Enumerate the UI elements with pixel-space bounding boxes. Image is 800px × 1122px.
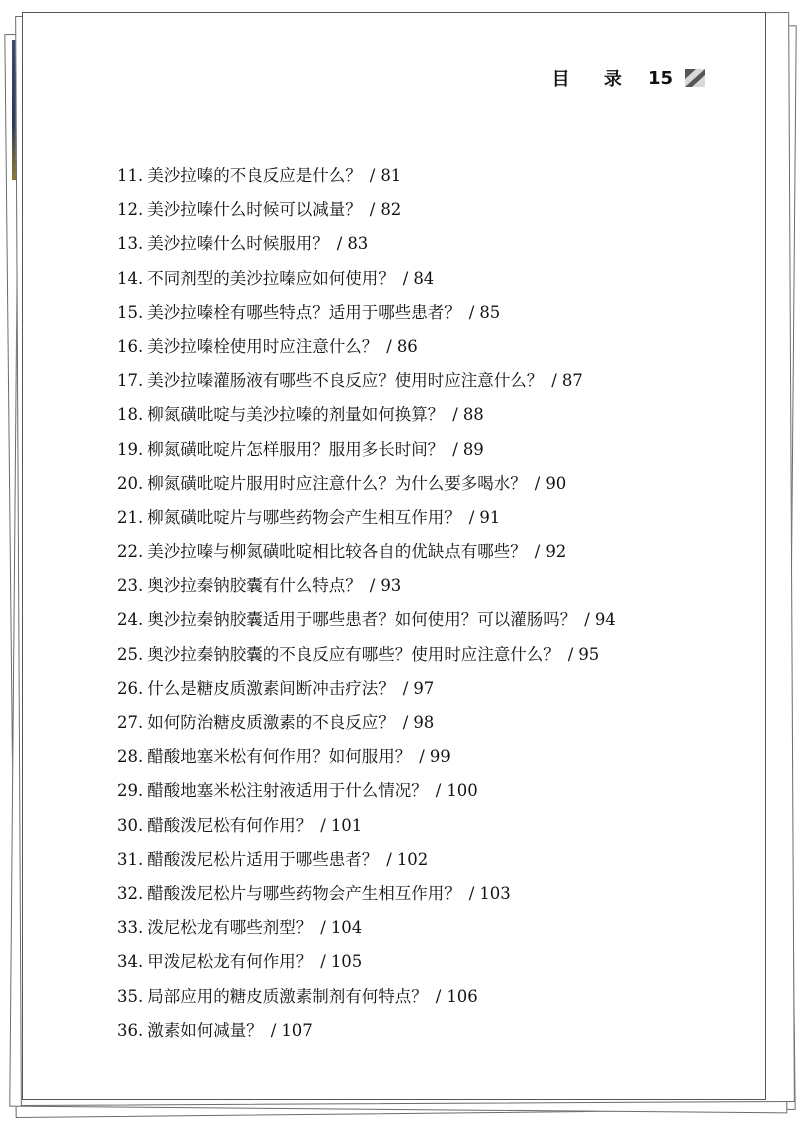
toc-entry-title: 美沙拉嗪什么时候服用？	[147, 234, 329, 254]
toc-entry-title: 美沙拉嗪与柳氮磺吡啶相比较各自的优缺点有哪些？	[147, 542, 527, 562]
toc-entry-number: 33.	[117, 918, 144, 938]
toc-entry-title: 醋酸地塞米松注射液适用于什么情况？	[147, 781, 428, 801]
toc-separator: /	[369, 166, 376, 185]
toc-entry-page: 92	[545, 542, 567, 562]
toc-separator: /	[320, 918, 326, 938]
toc-entry-number: 16.	[117, 336, 144, 356]
toc-entry-title: 柳氮磺吡啶片怎样服用？服用多长时间？	[147, 439, 445, 459]
toc-entry-number: 22.	[117, 542, 144, 562]
toc-entry-title: 醋酸泼尼松有何作用？	[147, 815, 313, 835]
toc-separator: /	[419, 747, 425, 767]
toc-entry[interactable]	[117, 368, 737, 402]
toc-entry-page: 105	[330, 952, 363, 972]
toc-entry[interactable]	[117, 607, 737, 641]
toc-entry-title: 醋酸地塞米松有何作用？如何服用？	[147, 747, 412, 767]
toc-entry-number: 28.	[117, 747, 144, 767]
toc-entry-number: 15.	[117, 302, 144, 322]
toc-entry-title: 局部应用的糖皮质激素制剂有何特点？	[147, 986, 428, 1006]
toc-entry[interactable]	[117, 778, 737, 812]
toc-separator: /	[386, 336, 392, 356]
toc-entry-page: 99	[429, 747, 451, 767]
toc-separator: /	[534, 542, 541, 562]
toc-entry-number: 30.	[117, 815, 144, 835]
toc-entry-page: 100	[446, 781, 478, 801]
toc-entry-page: 82	[380, 200, 402, 220]
toc-entry-page: 107	[281, 1020, 313, 1040]
toc-entry[interactable]	[117, 847, 737, 881]
toc-entry-page: 83	[347, 234, 369, 254]
toc-entry-title: 醋酸泼尼松片适用于哪些患者？	[147, 849, 379, 869]
toc-entry-number: 32.	[117, 883, 144, 903]
toc-entry[interactable]	[117, 984, 737, 1018]
toc-separator: /	[336, 234, 343, 254]
toc-entry[interactable]	[117, 1018, 737, 1052]
toc-entry[interactable]	[117, 915, 737, 949]
toc-entry-page: 97	[413, 678, 435, 698]
toc-entry[interactable]	[117, 163, 737, 197]
toc-separator: /	[435, 986, 442, 1006]
toc-entry-number: 12.	[117, 200, 144, 220]
toc-separator: /	[468, 883, 475, 903]
toc-separator: /	[468, 302, 475, 322]
toc-entry-number: 11.	[117, 166, 144, 185]
toc-entry-title: 奥沙拉秦钠胶囊有什么特点？	[147, 576, 362, 596]
toc-separator: /	[402, 713, 409, 732]
toc-entry-number: 19.	[117, 439, 144, 459]
toc-separator: /	[369, 576, 376, 596]
toc-entry-title: 奥沙拉秦钠胶囊适用于哪些患者？如何使用？可以灌肠吗？	[147, 610, 577, 630]
toc-separator: /	[386, 849, 392, 869]
toc-entry-page: 87	[561, 371, 583, 391]
page-header-title: 目 录	[551, 69, 636, 90]
toc-entry-number: 13.	[117, 234, 144, 254]
toc-entry-page: 106	[446, 986, 478, 1006]
toc-separator: /	[468, 507, 475, 527]
toc-entry-page: 89	[462, 439, 484, 459]
toc-separator: /	[402, 678, 409, 698]
toc-separator: /	[452, 405, 458, 425]
toc-entry-number: 36.	[117, 1020, 144, 1040]
toc-entry-number: 25.	[117, 644, 144, 664]
toc-entry-page: 91	[479, 507, 501, 527]
toc-separator: /	[534, 473, 541, 493]
toc-separator: /	[270, 1020, 277, 1040]
toc-separator: /	[452, 439, 458, 459]
toc-separator: /	[369, 200, 376, 220]
toc-entry[interactable]	[117, 437, 737, 471]
toc-separator: /	[402, 268, 409, 288]
toc-entry-number: 29.	[117, 781, 144, 801]
toc-separator: /	[320, 815, 326, 835]
toc-entry[interactable]	[117, 402, 737, 436]
toc-entry[interactable]	[117, 573, 737, 607]
toc-entry[interactable]	[117, 471, 737, 505]
toc-entry-title: 美沙拉嗪栓有哪些特点？适用于哪些患者？	[147, 302, 461, 322]
document-page	[22, 12, 766, 1100]
toc-entry-title: 奥沙拉秦钠胶囊的不良反应有哪些？使用时应注意什么？	[147, 644, 560, 664]
toc-entry-number: 24.	[117, 610, 144, 630]
toc-entry-title: 柳氮磺吡啶与美沙拉嗪的剂量如何换算？	[147, 405, 445, 425]
table-of-contents	[117, 163, 737, 1052]
toc-entry[interactable]	[117, 539, 737, 573]
toc-entry-page: 95	[578, 644, 600, 664]
toc-entry-title: 醋酸泼尼松片与哪些药物会产生相互作用？	[147, 883, 461, 903]
toc-entry-page: 90	[545, 473, 567, 493]
toc-separator: /	[435, 781, 442, 801]
toc-entry-title: 美沙拉嗪栓使用时应注意什么？	[147, 336, 379, 356]
toc-entry-title: 柳氮磺吡啶片与哪些药物会产生相互作用？	[147, 507, 461, 527]
toc-entry-page: 86	[396, 336, 418, 356]
page-number: 15	[647, 67, 673, 89]
toc-entry[interactable]	[117, 676, 737, 710]
toc-separator: /	[567, 644, 574, 664]
toc-separator: /	[320, 952, 326, 972]
toc-entry-number: 17.	[117, 371, 144, 391]
toc-entry-number: 27.	[117, 713, 144, 732]
toc-entry-page: 88	[462, 405, 484, 425]
toc-entry[interactable]	[117, 813, 737, 847]
toc-entry[interactable]	[117, 949, 737, 983]
toc-entry-page: 94	[594, 610, 616, 630]
toc-entry-number: 14.	[117, 268, 144, 288]
toc-entry-number: 21.	[117, 507, 144, 527]
running-header	[552, 65, 705, 91]
toc-entry[interactable]	[117, 710, 737, 744]
toc-entry-title: 美沙拉嗪灌肠液有哪些不良反应？使用时应注意什么？	[147, 371, 544, 391]
toc-entry-number: 18.	[117, 405, 144, 425]
toc-entry-title: 美沙拉嗪的不良反应是什么？	[147, 166, 362, 185]
toc-entry[interactable]	[117, 231, 737, 265]
toc-entry-page: 104	[330, 918, 363, 938]
toc-entry-number: 34.	[117, 952, 144, 972]
toc-entry-page: 93	[380, 576, 402, 596]
toc-entry-number: 20.	[117, 473, 144, 493]
toc-separator: /	[584, 610, 590, 630]
toc-entry-title: 什么是糖皮质激素间断冲击疗法？	[147, 678, 395, 698]
toc-entry-page: 102	[396, 849, 429, 869]
toc-entry[interactable]	[117, 300, 737, 334]
toc-entry-title: 激素如何减量？	[147, 1020, 263, 1040]
toc-entry-page: 81	[380, 166, 402, 185]
toc-entry-title: 柳氮磺吡啶片服用时应注意什么？为什么要多喝水？	[147, 473, 527, 493]
toc-entry-page: 103	[479, 883, 511, 903]
toc-entry-number: 31.	[117, 849, 144, 869]
toc-entry[interactable]	[117, 266, 737, 300]
toc-entry-title: 不同剂型的美沙拉嗪应如何使用？	[147, 268, 395, 288]
toc-entry-page: 84	[413, 268, 435, 288]
toc-entry-title: 泼尼松龙有哪些剂型？	[147, 918, 313, 938]
toc-entry[interactable]	[117, 505, 737, 539]
toc-entry[interactable]	[117, 744, 737, 778]
toc-entry-title: 甲泼尼松龙有何作用？	[147, 952, 313, 972]
toc-entry-title: 如何防治糖皮质激素的不良反应？	[147, 713, 395, 732]
toc-entry-number: 23.	[117, 576, 144, 596]
toc-entry[interactable]	[117, 642, 737, 676]
toc-entry-number: 35.	[117, 986, 144, 1006]
toc-entry-page: 101	[330, 815, 363, 835]
toc-entry-title: 美沙拉嗪什么时候可以减量？	[147, 200, 362, 220]
corner-decoration-icon	[685, 69, 705, 87]
toc-entry-page: 85	[479, 302, 501, 322]
toc-entry-page: 98	[413, 713, 435, 732]
toc-entry-number: 26.	[117, 678, 144, 698]
toc-entry[interactable]	[117, 197, 737, 231]
toc-entry[interactable]	[117, 881, 737, 915]
toc-entry[interactable]	[117, 334, 737, 368]
toc-separator: /	[551, 371, 557, 391]
